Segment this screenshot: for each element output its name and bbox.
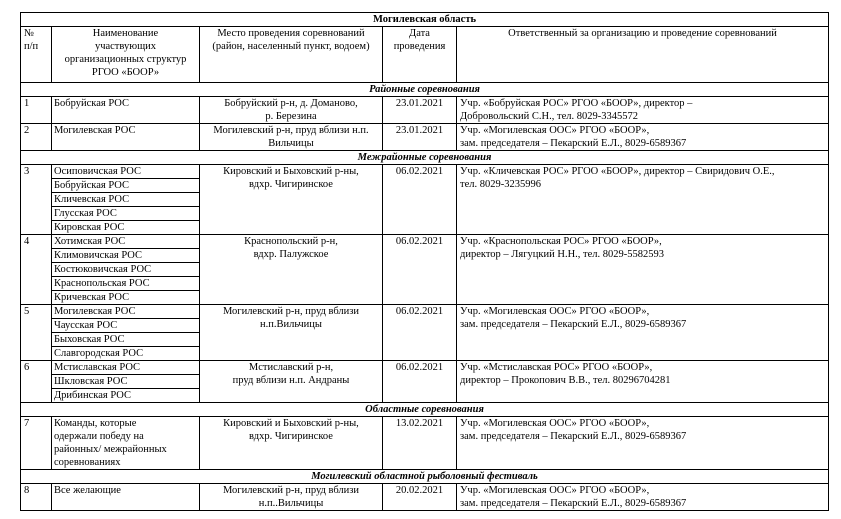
date: 23.01.2021 bbox=[383, 97, 457, 124]
place: Могилевский р-н, пруд вблизи н.п..Вильчицы bbox=[200, 484, 383, 511]
section-row bbox=[21, 470, 829, 484]
org-name: Костюковичская РОС bbox=[52, 263, 200, 277]
org-name: Климовичская РОС bbox=[52, 249, 200, 263]
header-date: Дата проведения bbox=[383, 27, 457, 83]
org-name: Глусская РОС bbox=[52, 207, 200, 221]
org-name: Краснопольская РОС bbox=[52, 277, 200, 291]
responsible: Учр. «Краснопольская РОС» РГОО «БООР», директор – Лягуцкий Н.Н., тел. 8029-5582593 bbox=[457, 235, 829, 305]
org-name: Кировская РОС bbox=[52, 221, 200, 235]
place: Бобруйский р-н, д. Доманово, р. Березина bbox=[200, 97, 383, 124]
row-num: 2 bbox=[21, 124, 52, 151]
org-name: Шкловская РОС bbox=[52, 375, 200, 389]
org-name: Кричевская РОС bbox=[52, 291, 200, 305]
row-num: 4 bbox=[21, 235, 52, 305]
table-row bbox=[21, 165, 829, 179]
header-name: Наименование участвующих организационных структур РГОО «БООР» bbox=[52, 27, 200, 83]
org-name: Бобруйская РОС bbox=[52, 97, 200, 124]
place: Мстиславский р-н, пруд вблизи н.п. Андраны bbox=[200, 361, 383, 403]
org-name: Дрибинская РОС bbox=[52, 389, 200, 403]
responsible: Учр. «Могилевская ООС» РГОО «БООР», зам. председателя – Пекарский Е.Л., 8029-6589367 bbox=[457, 124, 829, 151]
section-title: Межрайонные соревнования bbox=[21, 151, 829, 165]
header-num: № п/п bbox=[21, 27, 52, 83]
org-name: Команды, которые одержали победу на районных/ межрайонных соревнованиях bbox=[52, 417, 200, 470]
org-name: Чаусская РОС bbox=[52, 319, 200, 333]
org-name: Мстиславская РОС bbox=[52, 361, 200, 375]
section-title: Районные соревнования bbox=[21, 83, 829, 97]
date: 13.02.2021 bbox=[383, 417, 457, 470]
row-num: 1 bbox=[21, 97, 52, 124]
responsible: Учр. «Кличевская РОС» РГОО «БООР», директор – Свиридович О.Е., тел. 8029-3235996 bbox=[457, 165, 829, 235]
org-name: Кличевская РОС bbox=[52, 193, 200, 207]
row-num: 5 bbox=[21, 305, 52, 361]
org-name: Бобруйская РОС bbox=[52, 179, 200, 193]
section-title: Могилевский областной рыболовный фестиваль bbox=[21, 470, 829, 484]
row-num: 3 bbox=[21, 165, 52, 235]
responsible: Учр. «Мстиславская РОС» РГОО «БООР», директор – Прокопович В.В., тел. 80296704281 bbox=[457, 361, 829, 403]
region-title-row bbox=[21, 13, 829, 27]
place: Могилевский р-н, пруд вблизи н.п.Вильчицы bbox=[200, 305, 383, 361]
responsible: Учр. «Могилевская ООС» РГОО «БООР», зам. председателя – Пекарский Е.Л., 8029-6589367 bbox=[457, 305, 829, 361]
responsible: Учр. «Бобруйская РОС» РГОО «БООР», директор – Добровольский С.Н., тел. 8029-3345572 bbox=[457, 97, 829, 124]
header-responsible: Ответственный за организацию и проведение соревнований bbox=[457, 27, 829, 83]
table-row bbox=[21, 97, 829, 124]
row-num: 7 bbox=[21, 417, 52, 470]
row-num: 8 bbox=[21, 484, 52, 511]
date: 20.02.2021 bbox=[383, 484, 457, 511]
place: Кировский и Быховский р-ны, вдхр. Чигиринское bbox=[200, 165, 383, 235]
date: 06.02.2021 bbox=[383, 235, 457, 305]
table-row bbox=[21, 235, 829, 249]
date: 23.01.2021 bbox=[383, 124, 457, 151]
region-title: Могилевская область bbox=[21, 13, 829, 27]
responsible: Учр. «Могилевская ООС» РГОО «БООР», зам. председателя – Пекарский Е.Л., 8029-6589367 bbox=[457, 484, 829, 511]
responsible: Учр. «Могилевская ООС» РГОО «БООР», зам. председателя – Пекарский Е.Л., 8029-6589367 bbox=[457, 417, 829, 470]
table-row bbox=[21, 305, 829, 319]
date: 06.02.2021 bbox=[383, 305, 457, 361]
org-name: Могилевская РОС bbox=[52, 124, 200, 151]
header-row bbox=[21, 27, 829, 83]
org-name: Хотимская РОС bbox=[52, 235, 200, 249]
table-row bbox=[21, 361, 829, 375]
date: 06.02.2021 bbox=[383, 361, 457, 403]
section-title: Областные соревнования bbox=[21, 403, 829, 417]
org-name: Могилевская РОС bbox=[52, 305, 200, 319]
section-row bbox=[21, 151, 829, 165]
section-row bbox=[21, 403, 829, 417]
header-place: Место проведения соревнований (район, населенный пункт, водоем) bbox=[200, 27, 383, 83]
competitions-table bbox=[20, 12, 829, 511]
place: Краснопольский р-н, вдхр. Палужское bbox=[200, 235, 383, 305]
org-name: Осиповичская РОС bbox=[52, 165, 200, 179]
org-name: Быховская РОС bbox=[52, 333, 200, 347]
table-row bbox=[21, 124, 829, 151]
row-num: 6 bbox=[21, 361, 52, 403]
org-name: Все желающие bbox=[52, 484, 200, 511]
org-name: Славгородская РОС bbox=[52, 347, 200, 361]
section-row bbox=[21, 83, 829, 97]
date: 06.02.2021 bbox=[383, 165, 457, 235]
place: Кировский и Быховский р-ны, вдхр. Чигиринское bbox=[200, 417, 383, 470]
place: Могилевский р-н, пруд вблизи н.п. Вильчицы bbox=[200, 124, 383, 151]
table-row bbox=[21, 484, 829, 511]
table-row bbox=[21, 417, 829, 470]
